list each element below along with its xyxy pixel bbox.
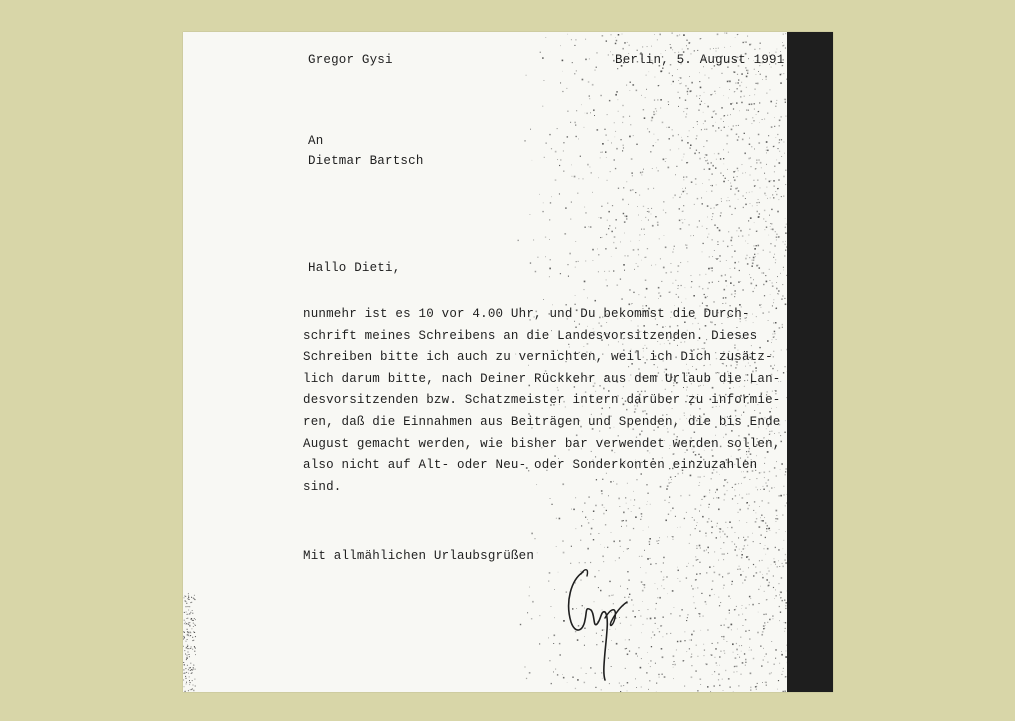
letter-body <box>303 304 780 498</box>
sender-name: Gregor Gysi <box>308 53 393 67</box>
body-line: ren, daß die Einnahmen aus Beiträgen und Spenden, die bis Ende <box>303 414 781 429</box>
recipient-name: Dietmar Bartsch <box>308 154 424 168</box>
place-date: Berlin, 5. August 1991 <box>615 53 785 67</box>
address-to-label: An <box>308 134 324 148</box>
body-line: also nicht auf Alt- oder Neu- oder Sonderkonten einzuzahlen <box>303 458 758 473</box>
body-line: sind. <box>303 479 342 494</box>
body-line: desvorsitzenden bzw. Schatzmeister intern darüber zu informie- <box>303 393 781 408</box>
body-line: lich darum bitte, nach Deiner Rückkehr aus dem Urlaub die Lan- <box>303 371 781 386</box>
body-line: August gemacht werden, wie bisher bar verwendet werden sollen, <box>303 436 781 451</box>
salutation: Hallo Dieti, <box>308 261 401 275</box>
body-line: schrift meines Schreibens an die Landesvorsitzenden. Dieses <box>303 328 758 343</box>
closing-line: Mit allmählichen Urlaubsgrüßen <box>303 549 535 563</box>
body-line: nunmehr ist es 10 vor 4.00 Uhr, und Du bekommst die Durch- <box>303 307 750 321</box>
photocopy-dark-edge <box>787 32 833 692</box>
letter-page <box>183 32 833 692</box>
body-line: Schreiben bitte ich auch zu vernichten, weil ich Dich zusätz- <box>303 350 773 365</box>
handwritten-signature <box>561 562 641 682</box>
